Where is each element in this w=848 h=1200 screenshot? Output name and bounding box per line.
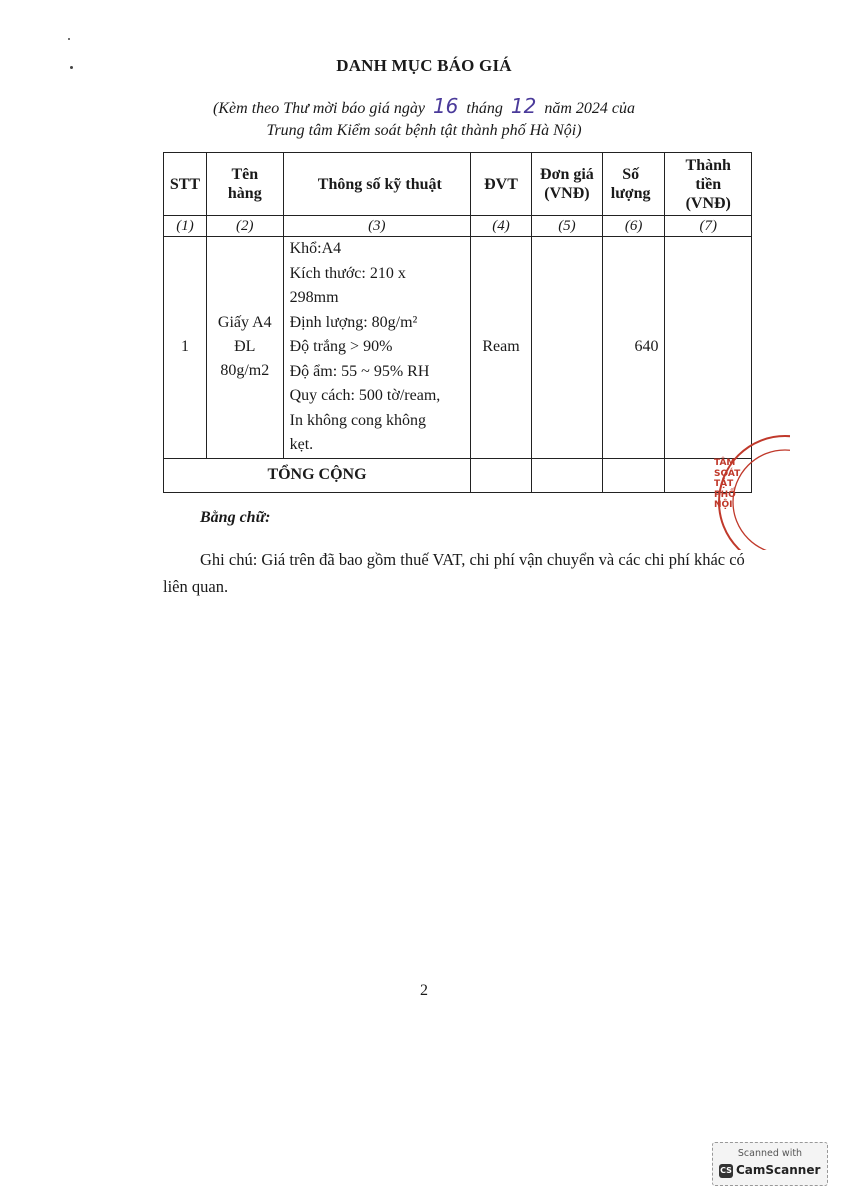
row-price — [532, 237, 603, 459]
seal-line: PHỐ — [714, 489, 736, 500]
handwritten-day: 16 — [432, 94, 459, 118]
total-unit-cell — [471, 458, 532, 492]
spec-line: Định lượng: 80g/m² — [289, 313, 418, 331]
red-seal-stamp — [690, 420, 790, 550]
spec-line: Khổ:A4 — [289, 240, 342, 257]
scan-speck — [68, 38, 70, 40]
column-number: (4) — [471, 216, 532, 237]
column-number: (3) — [283, 216, 470, 237]
subtitle-text-3: năm 2024 của — [544, 100, 635, 117]
header-total — [665, 153, 752, 216]
spec-line: 298mm — [289, 289, 339, 306]
document-title: DANH MỤC BÁO GIÁ — [336, 56, 512, 75]
spec-line: Kích thước: 210 x — [289, 264, 406, 282]
row-stt: 1 — [164, 237, 207, 459]
header-total-line1: Thành — [685, 156, 731, 174]
spec-line: Độ ẩm: 55 ~ 95% RH — [289, 362, 430, 380]
item-name-line3: 80g/m2 — [220, 362, 270, 380]
seal-line: TÂM — [714, 458, 736, 468]
header-unit: ĐVT — [471, 153, 532, 216]
subtitle-text-1: (Kèm theo Thư mời báo giá ngày — [213, 100, 425, 117]
column-number: (7) — [665, 216, 752, 237]
header-price-line2: (VNĐ) — [544, 185, 590, 202]
amount-in-words-label: Bằng chữ: — [200, 509, 271, 526]
row-spec — [283, 237, 470, 459]
header-total-line2: tiền — [695, 175, 722, 193]
spec-line: Độ trắng > 90% — [289, 338, 393, 355]
header-qty-line2: lượng — [610, 185, 651, 202]
total-price-cell — [532, 458, 603, 492]
column-number: (2) — [206, 216, 283, 237]
header-name-line1: Tên — [231, 166, 259, 183]
row-qty: 640 — [602, 237, 665, 459]
document-subtitle — [0, 94, 848, 118]
badge-scanned-with: Scanned with — [737, 1148, 803, 1159]
table-header-row — [164, 153, 752, 216]
spec-line: In không cong không — [289, 411, 427, 429]
header-price-line1: Đơn giá — [540, 166, 594, 183]
header-total-line3: (VNĐ) — [685, 194, 731, 212]
table-row — [164, 237, 752, 459]
header-price — [532, 153, 603, 216]
handwritten-month: 12 — [510, 94, 537, 118]
item-name-line1: Giấy A4 — [217, 314, 272, 332]
seal-line: NỘI — [714, 500, 733, 510]
total-qty-cell — [602, 458, 665, 492]
row-unit: Ream — [471, 237, 532, 459]
header-qty — [602, 153, 665, 216]
column-number: (1) — [164, 216, 207, 237]
seal-text — [714, 458, 740, 511]
column-number: (5) — [532, 216, 603, 237]
item-name-line2: ĐL — [234, 338, 256, 356]
seal-line: SOÁT — [714, 468, 741, 479]
header-qty-line1: Số — [622, 166, 640, 183]
row-item-name — [206, 237, 283, 459]
seal-line: TẬT — [714, 479, 734, 489]
spec-line: Quy cách: 500 tờ/ream, — [289, 387, 441, 404]
column-number: (6) — [602, 216, 665, 237]
price-quote-table — [163, 152, 752, 493]
total-label: TỔNG CỘNG — [164, 458, 471, 492]
document-subtitle-line2: Trung tâm Kiểm soát bệnh tật thành phố Hà Nội) — [266, 122, 582, 139]
camscanner-badge — [712, 1142, 828, 1186]
header-name — [206, 153, 283, 216]
subtitle-text-2: tháng — [466, 100, 503, 117]
page-number: 2 — [420, 982, 428, 999]
note-paragraph: Ghi chú: Giá trên đã bao gồm thuế VAT, chi phí vận chuyển và các chi phí khác có liên quan. — [163, 550, 745, 596]
spec-line: kẹt. — [289, 436, 314, 453]
badge-brand-name: CamScanner — [736, 1163, 821, 1177]
total-row — [164, 458, 752, 492]
header-spec: Thông số kỹ thuật — [283, 153, 470, 216]
camscanner-logo-icon: CS — [719, 1164, 733, 1178]
column-number-row — [164, 216, 752, 237]
header-stt: STT — [164, 153, 207, 216]
header-name-line2: hàng — [227, 185, 262, 202]
